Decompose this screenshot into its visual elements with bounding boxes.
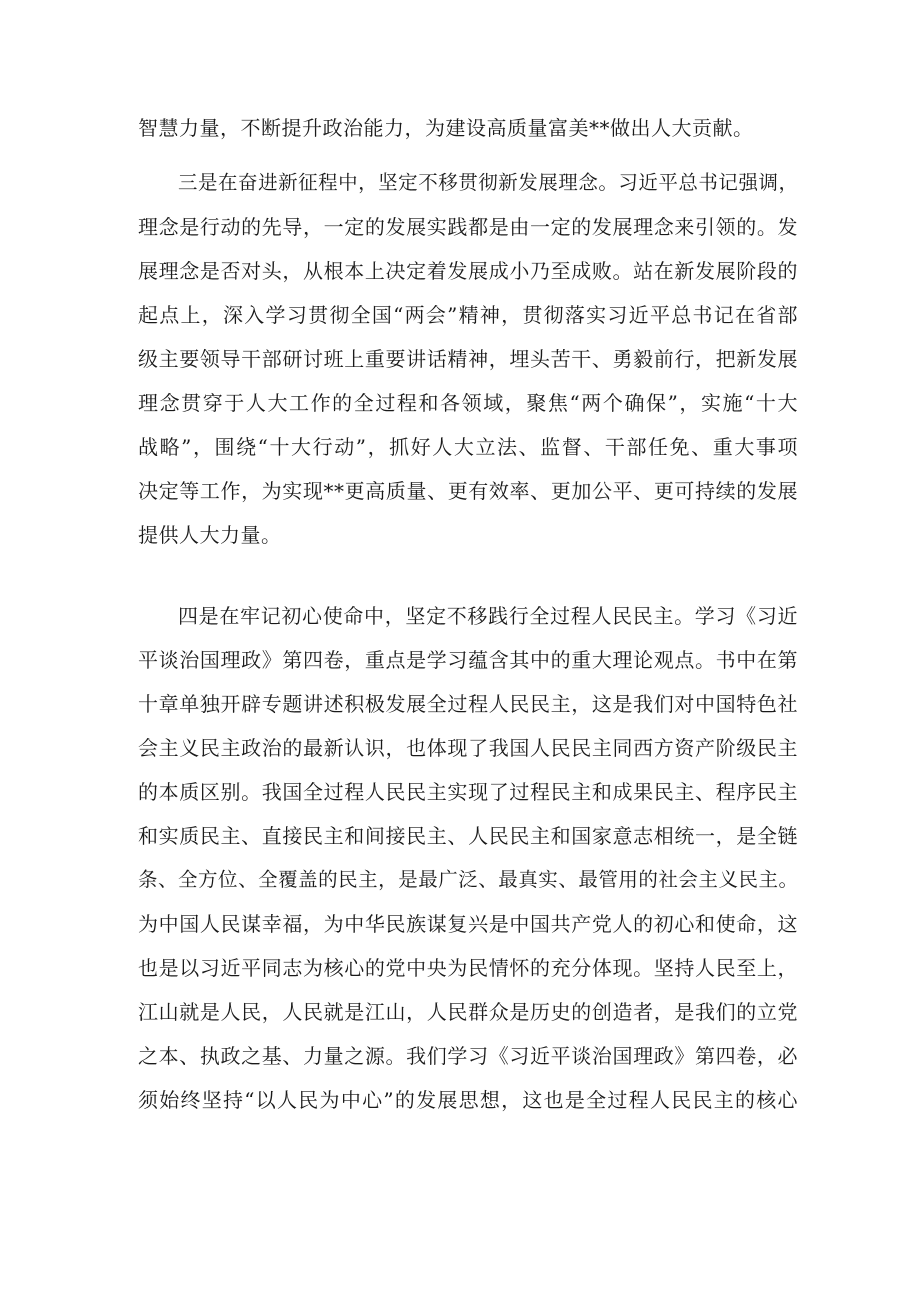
text-line-21: 之本、执政之基、力量之源。我们学习《习近平谈治国理政》第四卷，必	[138, 1044, 798, 1068]
text-line-8: 战略”，围绕“十大行动”，抓好人大立法、监督、干部任免、重大事项	[138, 435, 798, 459]
text-line-3: 理念是行动的先导，一定的发展实践都是由一定的发展理念来引领的。发	[138, 215, 798, 239]
text-line-20: 江山就是人民，人民就是江山，人民群众是历史的创造者，是我们的立党	[138, 1000, 798, 1024]
text-line-14: 会主义民主政治的最新认识，也体现了我国人民民主同西方资产阶级民主	[138, 736, 798, 760]
text-line-9: 决定等工作，为实现**更高质量、更有效率、更加公平、更可持续的发展	[138, 479, 798, 503]
text-line-2: 三是在奋进新征程中，坚定不移贯彻新发展理念。习近平总书记强调，	[178, 171, 798, 194]
text-line-11: 四是在牢记初心使命中，坚定不移践行全过程人民民主。学习《习近	[178, 604, 798, 628]
text-line-6: 级主要领导干部研讨班上重要讲话精神，埋头苦干、勇毅前行，把新发展	[138, 347, 798, 371]
text-line-18: 为中国人民谋幸福，为中华民族谋复兴是中国共产党人的初心和使命，这	[138, 912, 798, 936]
text-line-10: 提供人大力量。	[138, 523, 282, 547]
text-line-15: 的本质区别。我国全过程人民民主实现了过程民主和成果民主、程序民主	[138, 780, 798, 804]
text-line-19: 也是以习近平同志为核心的党中央为民情怀的充分体现。坚持人民至上，	[138, 956, 798, 980]
text-line-17: 条、全方位、全覆盖的民主，是最广泛、最真实、最管用的社会主义民主。	[138, 868, 798, 891]
text-line-13: 十章单独开辟专题讲述积极发展全过程人民民主，这是我们对中国特色社	[138, 692, 798, 716]
text-line-22: 须始终坚持“以人民为中心”的发展思想，这也是全过程人民民主的核心	[138, 1088, 798, 1112]
text-line-5: 起点上，深入学习贯彻全国“两会”精神，贯彻落实习近平总书记在省部	[138, 303, 798, 327]
text-line-16: 和实质民主、直接民主和间接民主、人民民主和国家意志相统一，是全链	[138, 824, 798, 848]
text-line-12: 平谈治国理政》第四卷，重点是学习蕴含其中的重大理论观点。书中在第	[138, 648, 798, 672]
text-line-7: 理念贯穿于人大工作的全过程和各领域，聚焦“两个确保”，实施“十大	[138, 391, 798, 415]
text-line-4: 展理念是否对头，从根本上决定着发展成小乃至成败。站在新发展阶段的	[138, 259, 798, 283]
text-line-1: 智慧力量，不断提升政治能力，为建设高质量富美**做出人大贡献。	[138, 116, 754, 140]
